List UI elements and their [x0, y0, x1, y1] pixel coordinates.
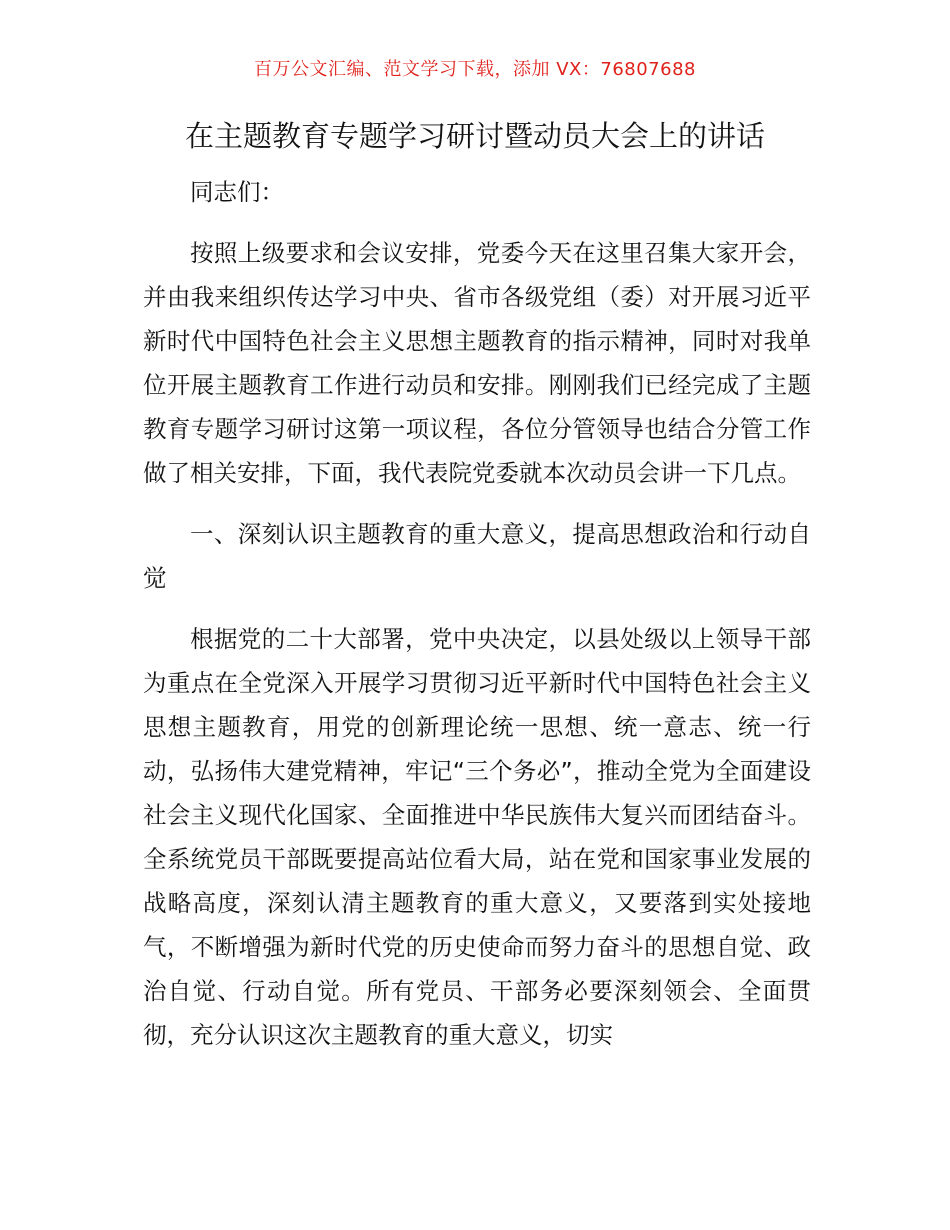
- header-note: 百万公文汇编、范文学习下载，添加 VX：76807688: [254, 59, 696, 80]
- paragraph-intro: 按照上级要求和会议安排，党委今天在这里召集大家开会，并由我来组织传达学习中央、省市各级党组（委）对开展习近平新时代中国特色社会主义思想主题教育的指示精神，同时对我单位开展主题教育工作进行动员和安排。刚刚我们已经完成了主题教育专题学习研讨这第一项议程，各位分管领导也结合分管工作做了相关安排，下面，我代表院党委就本次动员会讲一下几点。: [143, 239, 811, 487]
- document-title: 在主题教育专题学习研讨暨动员大会上的讲话: [184, 119, 765, 153]
- document-body: [143, 170, 811, 1074]
- section-heading-one: 一、深刻认识主题教育的重大意义，提高思想政治和行动自觉: [143, 520, 811, 592]
- salutation: 同志们：: [190, 178, 284, 206]
- paragraph-section-one: 根据党的二十大部署，党中央决定，以县处级以上领导干部为重点在全党深入开展学习贯彻习近平新时代中国特色社会主义思想主题教育，用党的创新理论统一思想、统一意志、统一行动，弘扬伟大建党精神，牢记“三个务必”，推动全党为全面建设社会主义现代化国家、全面推进中华民族伟大复兴而团结奋斗。全系统党员干部既要提高站位看大局，站在党和国家事业发展的战略高度，深刻认清主题教育的重大意义，又要落到实处接地气，不断增强为新时代党的历史使命而努力奋斗的思想自觉、政治自觉、行动自觉。所有党员、干部务必要深刻领会、全面贯彻，充分认识这次主题教育的重大意义，切实: [143, 625, 811, 1049]
